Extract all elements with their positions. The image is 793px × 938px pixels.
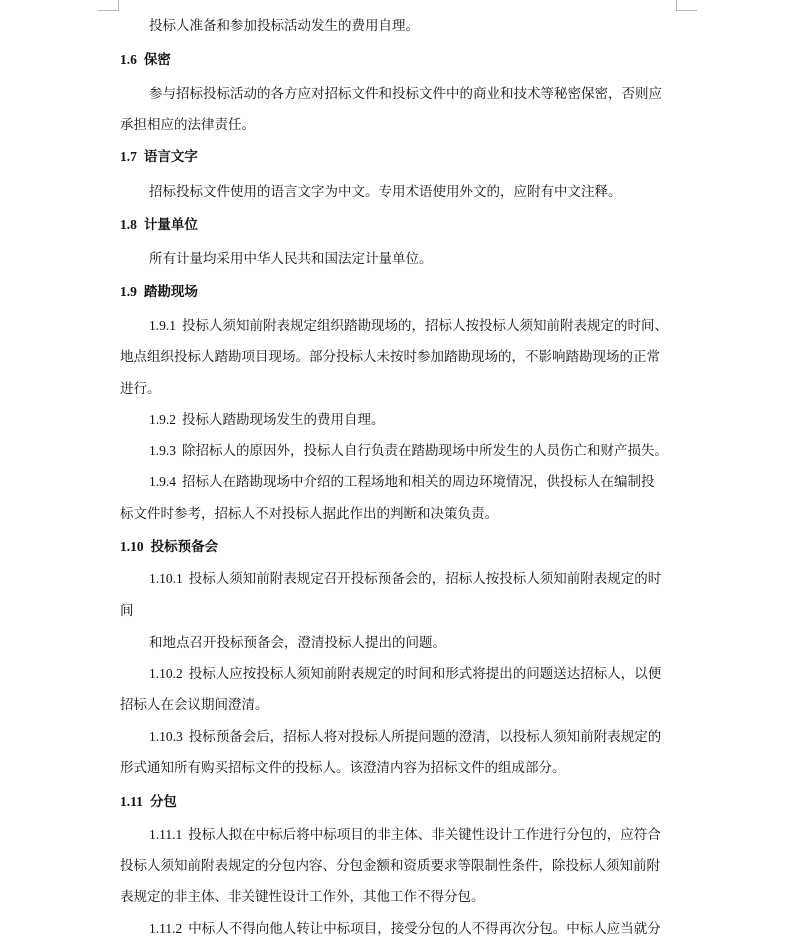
section-number: 1.11	[120, 794, 143, 809]
intro-paragraph: 投标人准备和参加投标活动发生的费用自理。	[149, 18, 419, 34]
section-title: 语言文字	[143, 149, 198, 165]
section-number: 1.9	[120, 284, 137, 299]
clause-text: 投标预备会后，招标人将对投标人所提问题的澄清，以投标人须知前附表规定的	[188, 729, 662, 745]
clause-line	[149, 411, 385, 429]
section-heading-1-11	[120, 793, 177, 811]
clause-line	[149, 442, 668, 460]
page-corner-mark-right	[676, 0, 697, 11]
clause-text: 投标人应按投标人须知前附表规定的时间和形式将提出的问题送达招标人，以便	[188, 666, 662, 682]
section-title: 投标预备会	[150, 539, 219, 555]
section-number: 1.10	[120, 539, 144, 554]
section-number: 1.7	[120, 149, 137, 164]
paragraph-line: 表规定的非主体、非关键性设计工作外，其他工作不得分包。	[120, 889, 485, 905]
clause-number: 1.9.4	[149, 474, 176, 489]
paragraph-line: 进行。	[120, 381, 161, 397]
paragraph-line: 承担相应的法律责任。	[120, 117, 255, 133]
paragraph-line: 招标投标文件使用的语言文字为中文。专用术语使用外文的，应附有中文注释。	[149, 184, 622, 200]
clause-text: 投标人须知前附表规定召开投标预备会的，招标人按投标人须知前附表规定的时	[188, 571, 662, 587]
clause-line	[149, 728, 661, 746]
clause-text: 投标人须知前附表规定组织踏勘现场的，招标人按投标人须知前附表规定的时间、	[182, 318, 668, 334]
paragraph-line: 和地点召开投标预备会，澄清投标人提出的问题。	[149, 635, 446, 651]
clause-number: 1.10.2	[149, 666, 183, 681]
clause-line	[149, 570, 661, 588]
clause-line	[149, 920, 661, 938]
page-corner-mark-left	[98, 0, 119, 11]
paragraph-line: 所有计量均采用中华人民共和国法定计量单位。	[149, 251, 433, 267]
clause-number: 1.11.1	[149, 827, 183, 842]
clause-text: 投标人拟在中标后将中标项目的非主体、非关键性设计工作进行分包的，应符合	[188, 827, 661, 843]
section-heading-1-7	[120, 148, 198, 166]
clause-line	[149, 473, 655, 491]
section-number: 1.8	[120, 217, 137, 232]
clause-number: 1.10.3	[149, 729, 183, 744]
section-heading-1-9	[120, 283, 198, 301]
paragraph-line: 标文件时参考，招标人不对投标人据此作出的判断和决策负责。	[120, 506, 498, 522]
clause-line	[149, 665, 661, 683]
section-title: 保密	[143, 52, 171, 68]
section-title: 踏勘现场	[143, 284, 198, 300]
section-title: 计量单位	[143, 217, 198, 233]
clause-line	[149, 317, 668, 335]
section-number: 1.6	[120, 52, 137, 67]
clause-number: 1.11.2	[149, 921, 183, 936]
clause-number: 1.9.2	[149, 412, 176, 427]
clause-text: 招标人在踏勘现场中介绍的工程场地和相关的周边环境情况，供投标人在编制投	[182, 474, 655, 490]
section-heading-1-10	[120, 538, 218, 556]
clause-number: 1.9.3	[149, 443, 176, 458]
clause-line	[149, 826, 661, 844]
clause-number: 1.10.1	[149, 571, 183, 586]
section-title: 分包	[149, 794, 177, 810]
paragraph-line: 间	[120, 603, 134, 619]
section-heading-1-6	[120, 51, 171, 69]
paragraph-line: 形式通知所有购买招标文件的投标人。该澄清内容为招标文件的组成部分。	[120, 760, 566, 776]
section-heading-1-8	[120, 216, 198, 234]
clause-number: 1.9.1	[149, 318, 176, 333]
paragraph-line: 招标人在会议期间澄清。	[120, 697, 269, 713]
paragraph-line: 投标人须知前附表规定的分包内容、分包金额和资质要求等限制性条件，除投标人须知前附	[120, 858, 660, 874]
clause-text: 除招标人的原因外，投标人自行负责在踏勘现场中所发生的人员伤亡和财产损失。	[182, 443, 668, 459]
clause-text: 投标人踏勘现场发生的费用自理。	[182, 412, 385, 428]
clause-text: 中标人不得向他人转让中标项目，接受分包的人不得再次分包。中标人应当就分	[188, 921, 661, 937]
paragraph-line: 地点组织投标人踏勘项目现场。部分投标人未按时参加踏勘现场的，不影响踏勘现场的正常	[120, 349, 660, 365]
paragraph-line: 参与招标投标活动的各方应对招标文件和投标文件中的商业和技术等秘密保密，否则应	[149, 86, 662, 102]
